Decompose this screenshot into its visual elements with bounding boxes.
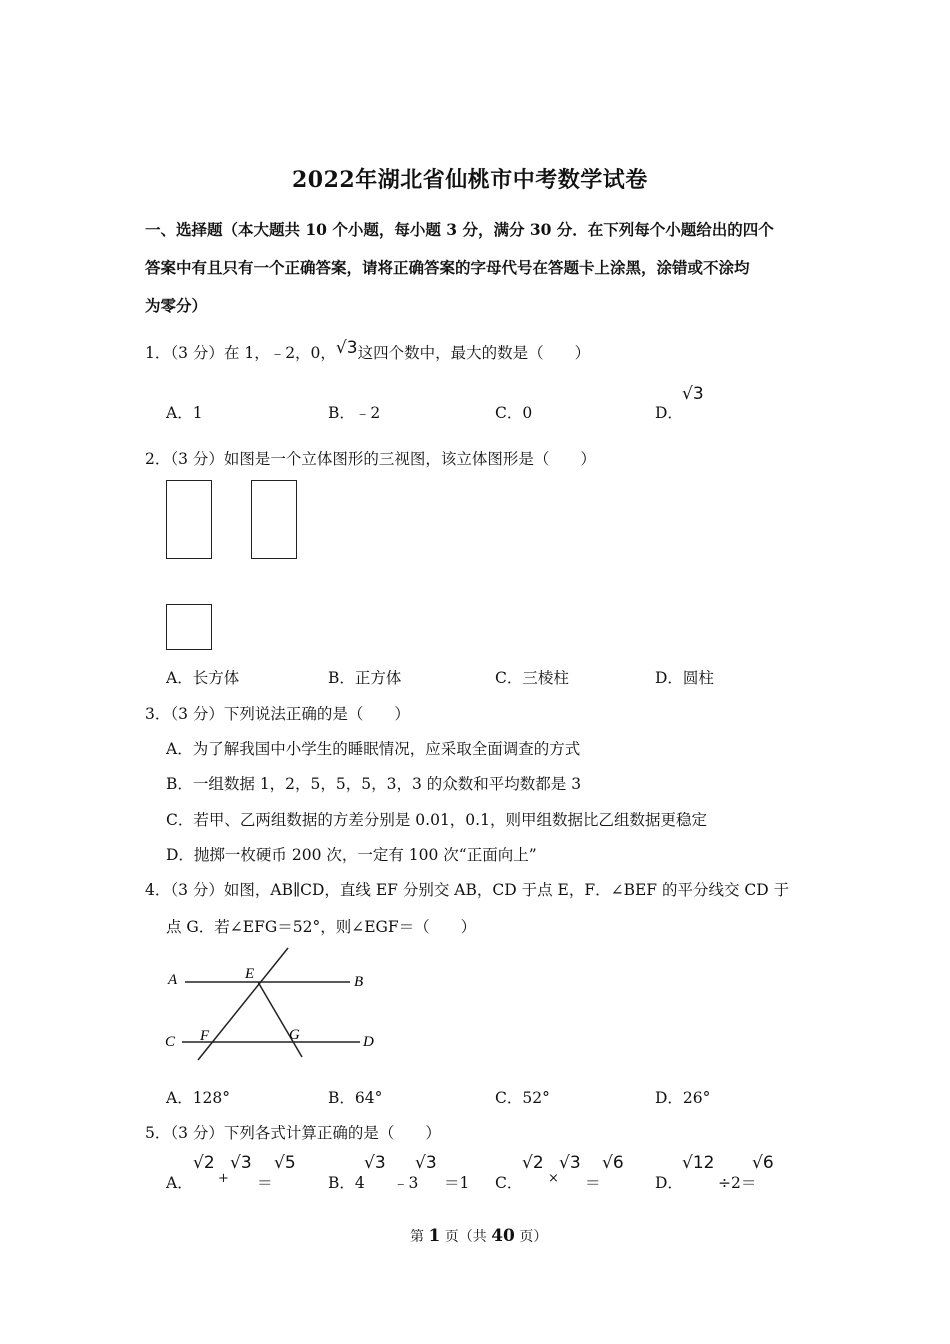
- q3-option-c: C．若甲、乙两组数据的方差分别是 0.01，0.1，则甲组数据比乙组数据更稳定: [166, 811, 707, 829]
- q5-option-b-equals: ＝1: [444, 1174, 470, 1192]
- page-footer: [410, 1226, 547, 1246]
- line-eg: [258, 982, 302, 1057]
- question-1-radical: √3: [335, 338, 358, 358]
- section-header-line-2: 答案中有且只有一个正确答案，请将正确答案的字母代号在答题卡上涂黑，涂错或不涂均: [145, 258, 750, 277]
- label-a: A: [168, 972, 178, 988]
- q5-option-b-prefix: B．4: [328, 1174, 365, 1192]
- q2-option-a: A．长方体: [166, 669, 240, 687]
- question-1: [145, 338, 591, 363]
- q5-option-d-radical-1: √12: [682, 1153, 715, 1173]
- q5-option-a-radical-1: √2: [193, 1153, 215, 1173]
- question-4-line-1: 4．（3 分）如图，AB∥CD，直线 EF 分别交 AB，CD 于点 E，F．∠BEF 的平分线交 CD 于: [145, 881, 790, 899]
- q4-option-b: B．64°: [328, 1089, 383, 1107]
- front-view-rectangle: [166, 480, 212, 559]
- footer-total-pages: 40: [491, 1226, 515, 1246]
- section-header-line-3: 为零分）: [145, 296, 208, 315]
- footer-page-number: 1: [428, 1226, 441, 1246]
- footer-suffix: 页）: [514, 1229, 548, 1245]
- q2-option-d: D．圆柱: [655, 669, 714, 687]
- top-view-square: [166, 604, 212, 650]
- q2-option-c: C．三棱柱: [495, 669, 569, 687]
- footer-prefix: 第: [410, 1229, 429, 1245]
- q5-option-c-radical-2: √3: [559, 1153, 581, 1173]
- q1-option-a: A．1: [166, 404, 203, 422]
- q5-option-d-prefix: D．: [655, 1174, 683, 1192]
- q5-option-a-radical-3: √5: [274, 1153, 296, 1173]
- q5-option-b-radical-1: √3: [364, 1153, 386, 1173]
- q5-option-d-radical-2: √6: [752, 1153, 774, 1173]
- label-b: B: [354, 974, 364, 990]
- question-4-line-2: 点 G．若∠EFG＝52°，则∠EGF＝（ ）: [166, 918, 477, 936]
- question-2: 2．（3 分）如图是一个立体图形的三视图，该立体图形是（ ）: [145, 450, 596, 468]
- label-c: C: [165, 1034, 176, 1050]
- q2-option-b: B．正方体: [328, 669, 402, 687]
- q4-option-d: D．26°: [655, 1089, 711, 1107]
- q1-option-c: C．0: [495, 404, 533, 422]
- section-header-line-1: 一、选择题（本大题共 10 个小题，每小题 3 分，满分 30 分．在下列每个小题给出的四个: [145, 220, 774, 239]
- q5-option-c-prefix: C．: [495, 1174, 523, 1192]
- parallel-lines-figure: [160, 944, 390, 1074]
- q1-option-d-radical: √3: [682, 384, 704, 404]
- question-5: 5．（3 分）下列各式计算正确的是（ ）: [145, 1124, 441, 1142]
- side-view-rectangle: [251, 480, 297, 559]
- label-g: G: [289, 1027, 300, 1043]
- q5-option-a-prefix: A．: [166, 1174, 193, 1192]
- q5-option-c-operator: ×: [548, 1171, 559, 1186]
- label-d: D: [363, 1034, 374, 1050]
- question-1-text-b: 这四个数中，最大的数是（ ）: [357, 344, 591, 362]
- q5-option-c-equals: ＝: [585, 1174, 601, 1192]
- q5-option-c-radical-1: √2: [522, 1153, 544, 1173]
- q3-option-a: A．为了解我国中小学生的睡眠情况，应采取全面调查的方式: [166, 740, 581, 758]
- q4-option-a: A．128°: [166, 1089, 231, 1107]
- q4-option-c: C．52°: [495, 1089, 550, 1107]
- q5-option-a-radical-2: √3: [230, 1153, 252, 1173]
- q3-option-d: D．抛掷一枚硬币 200 次，一定有 100 次“正面向上”: [166, 846, 537, 864]
- q3-option-b: B．一组数据 1，2，5，5，5，3，3 的众数和平均数都是 3: [166, 775, 582, 793]
- question-1-text-a: 1．（3 分）在 1，﹣2，0，: [145, 344, 336, 362]
- q5-option-b-operator: ﹣3: [393, 1174, 419, 1192]
- question-3: 3．（3 分）下列说法正确的是（ ）: [145, 705, 410, 723]
- page-title: 2022年湖北省仙桃市中考数学试卷: [292, 167, 648, 193]
- q1-option-b: B．﹣2: [328, 404, 381, 422]
- q5-option-d-operator: ÷2＝: [718, 1174, 757, 1192]
- q5-option-c-radical-3: √6: [602, 1153, 624, 1173]
- footer-middle: 页（共: [440, 1229, 492, 1245]
- q1-option-d: D．: [655, 404, 683, 422]
- q5-option-a-operator: +: [218, 1171, 229, 1186]
- line-ef: [198, 948, 288, 1060]
- label-f: F: [200, 1028, 210, 1044]
- label-e: E: [245, 966, 255, 982]
- q5-option-b-radical-2: √3: [415, 1153, 437, 1173]
- q5-option-a-equals: ＝: [257, 1174, 273, 1192]
